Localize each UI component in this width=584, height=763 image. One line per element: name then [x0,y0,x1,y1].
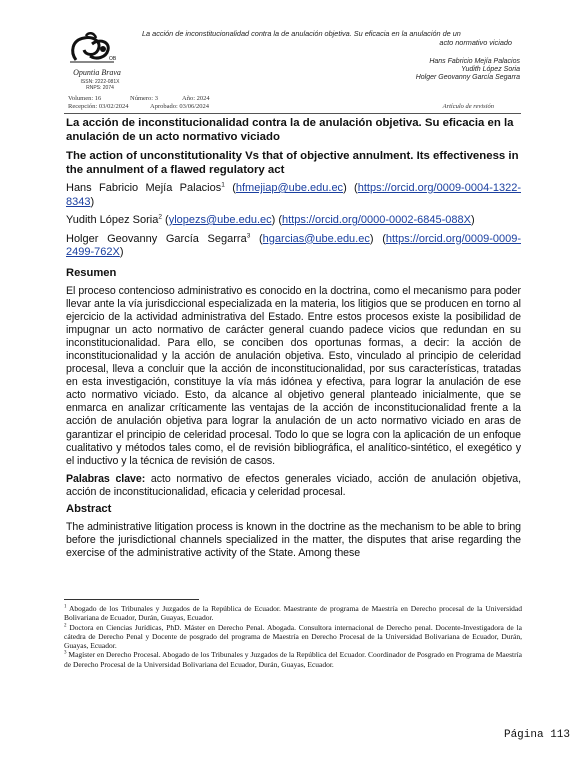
author-2-orcid-link[interactable]: https://orcid.org/0000-0002-6845-088X [282,214,471,226]
footnote-1: $^1$ Abogado de los Tribunales y Juzgados de la República de Ecuador. Maestrante de programa de Maestría en Derecho procesal de la Universidad Bolivariana de Ecuador, Durán, Guayas, Ecuador. [64,604,522,623]
article-type: Artículo de revisión [442,103,494,110]
author-2: Yudith López Soria$^2$ (ylopezs@ube.edu.ec) (https://orcid.org/0000-0002-6845-088X) [66,213,475,226]
running-authors: Hans Fabricio Mejía Palacios Yudith López Soria Holger Geovanny García Segarra [415,58,520,81]
footnote-divider [64,599,199,600]
resumen-text: El proceso contencioso administrativo es conocido en la doctrina, como el mecanismo para poder llevar ante la vía jurisdiccional especializada en la materia, los litigios que se producen en torno al ejercicio de la actividad administrativa del Estado. Entre estos procesos existe la posibilidad de impugnar un acto normativo de carácter general cuando padece vicios que redundan en su inconstitucionalidad. Para ello, se conciben dos oportunas formas, a decir: la acción de inconstitucionalidad y la acción de anulación objetiva. Esto, vinculado al principio de celeridad procesal, lleva a concluir que la acción de inconstitucionalidad, por sus características, tratadas en esta investigación, constituye la vía más idónea y efectiva, para lograr la anulación de ese acto normativo viciado. Esto, da alcance al objetivo general planteado inicialmente, que se enmarca en analizar críticamente las ventajas de la acción de inconstitucionalidad frente a la acción de anulación objetiva para lograr la anulación de un acto normativo viciado en aras de garantizar el principio de celeridad procesal. Todo lo que se logra con la aplicación de un enfoque cualitativo y métodos tales como, el de revisión bibliográfica, el analítico-sintético, el exegético y el inductivo y la técnica de revisión de casos. [66,284,521,467]
footnotes [64,604,522,669]
page-number: Página 113 [503,729,570,741]
issn: ISSN: 2222-081X RNPS: 2074 [80,79,120,91]
keywords-label: Palabras clave: [66,472,146,485]
received-date: Recepción: 03/02/2024 [68,103,129,110]
author-1: Hans Fabricio Mejía Palacios$^1$ (hfmejiap@ube.edu.ec) (https://orcid.org/0009-0004-1322-8343) [66,181,521,208]
title-spanish: La acción de inconstitucionalidad contra la de anulación objetiva. Su eficacia en la anulación de un acto normativo viciado [66,117,514,143]
title-english: The action of unconstitutionality Vs that of objective annulment. Its effectiveness in the annulment of a flawed regulatory act [66,150,519,176]
author-2-email-link[interactable]: ylopezs@ube.edu.ec [168,214,272,226]
issue-meta [68,95,210,102]
journal-name: Opuntia Brava [73,68,121,77]
year: Año: 2024 [182,95,210,102]
svg-text:OB: OB [109,56,117,62]
running-title: La acción de inconstitucionalidad contra la de anulación objetiva. Su eficacia en la anulación de un acto normativo viciado [142,29,512,47]
author-3: Holger Geovanny García Segarra$^3$ (hgarcias@ube.edu.ec) (https://orcid.org/0009-0009-2499-762X) [66,231,521,258]
volume: Volumen: 16 [68,95,102,102]
footnote-2: $^2$ Doctora en Ciencias Jurídicas, PhD. Máster en Derecho Penal. Abogada. Consultora internacional de Derecho penal. Docente-Investigadora de la cátedra de Derecho Penal y Docente de posgrado del programa de Maestría en Derecho Procesal de la Universidad Bolivariana de Ecuador, Durán, Guayas, Ecuador. [64,622,522,651]
article-body [66,116,521,560]
author-3-orcid-link[interactable]: https://orcid.org/0009-0009-2499-762X [66,232,521,258]
keywords [66,473,521,499]
approved-date: Aprobado: 03/06/2024 [150,103,210,110]
author-1-email-link[interactable]: hfmejiap@ube.edu.ec [235,182,344,194]
author-1-orcid-link[interactable]: https://orcid.org/0009-0004-1322-8343 [66,182,521,208]
cactus-logo-icon [62,30,128,70]
footnote-3: $^3$ Magíster en Derecho Procesal. Abogado de los Tribunales y Juzgados de la República del Ecuador. Coordinador de Posgrado en Programa de Maestría de Derecho Procesal de la Universidad Bolivariana del Ecuador, Durán, Guayas, Ecuador. [64,650,522,669]
header-divider [64,113,521,114]
dates-meta [68,103,209,110]
keywords-text: acto normativo de efectos generales viciado, acción de anulación objetiva, acción de inconstitucionalidad, eficacia y celeridad procesal. [66,472,521,498]
resumen-heading: Resumen [66,266,117,279]
number: Número: 3 [130,95,158,102]
abstract-heading: Abstract [66,503,112,515]
author-3-email-link[interactable]: hgarcias@ube.edu.ec [262,232,370,245]
abstract-text: The administrative litigation process is known in the doctrine as the mechanism to be able to bring before the jurisdictional channels specialized in the matter, the disputes that arise regarding the exercise of the administrative activity of the State. Among these [66,521,521,560]
